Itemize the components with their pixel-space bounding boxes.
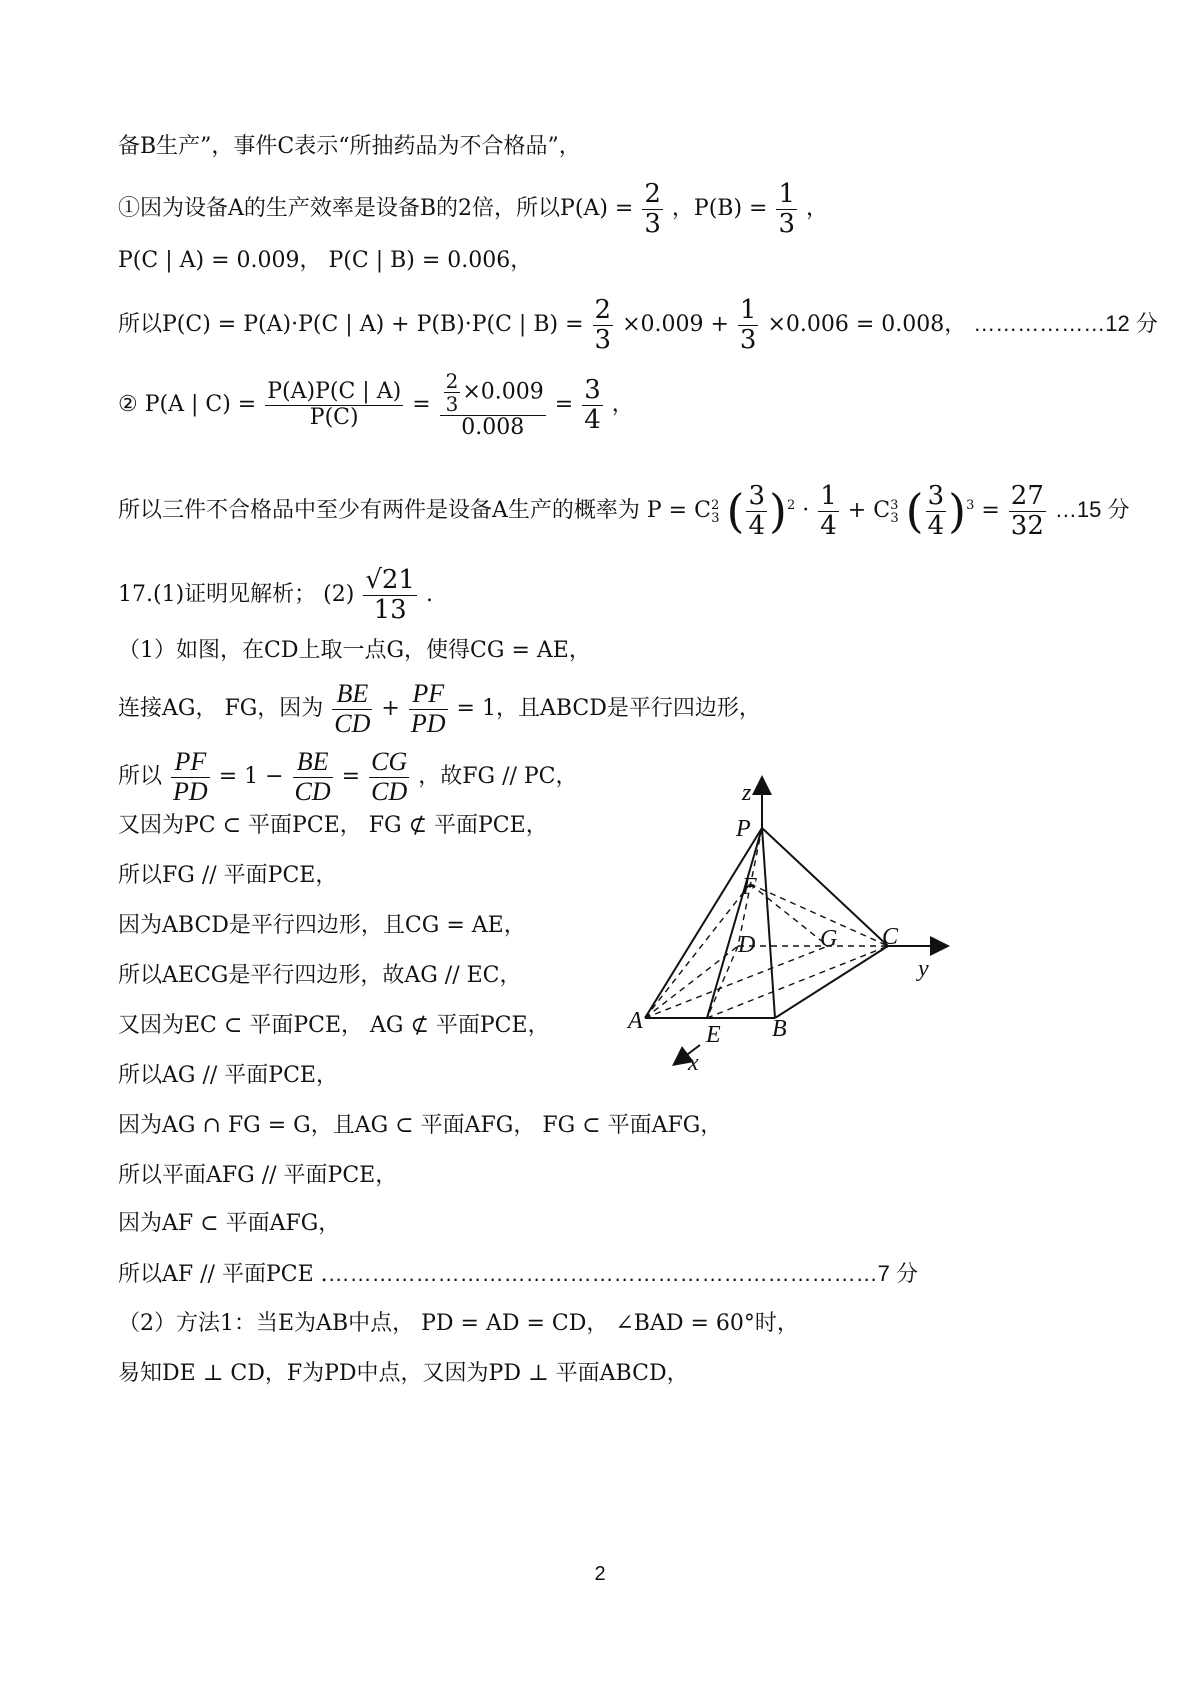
line-20: 所以AF // 平面PCE .…………………………………………………………………7 分 — [118, 1261, 919, 1287]
line-9: 连接AG， FG，因为 $\frac{BE}{CD}$ + $\frac{PF}{PD}$ = 1，且ABCD是平行四边形， — [118, 679, 761, 738]
line-18: 所以平面AFG // 平面PCE， — [118, 1163, 398, 1188]
label-P: P — [736, 816, 751, 842]
line-2: ①因为设备A的生产效率是设备B的2倍，所以P(A) = $\frac{2}{3}$ ，P(B) = $\frac{1}{3}$ ， — [118, 179, 829, 239]
label-A: A — [628, 1008, 643, 1034]
line-16: 所以AG // 平面PCE， — [118, 1063, 338, 1088]
line-15: 又因为EC ⊂ 平面PCE， AG ⊄ 平面PCE， — [118, 1013, 550, 1038]
line-17: 因为AG ∩ FG = G，且AG ⊂ 平面AFG， FG ⊂ 平面AFG， — [118, 1113, 723, 1138]
line-19: 因为AF ⊂ 平面AFG， — [118, 1211, 341, 1236]
fraction-2-3: $\frac{2}{3}$ — [644, 179, 661, 239]
line-12: 所以FG // 平面PCE， — [118, 863, 338, 888]
label-F: F — [742, 874, 757, 900]
label-G: G — [820, 926, 838, 952]
fraction-1-3-b: $\frac{1}{3}$ — [739, 295, 757, 355]
line-8: （1）如图，在CD上取一点G，使得CG = AE， — [118, 638, 591, 663]
fraction-sqrt21-13: $\frac{√21}{13}$ — [365, 565, 415, 625]
label-y: y — [918, 956, 929, 982]
pyramid-figure — [628, 780, 990, 1080]
line-5: ② P(A | C) = $\frac{P(A)P(C | A)}{P(C)}$ = $\frac{2}{3}$ ×0.009 0.008 = $\frac{3}{4}$ ， — [118, 369, 634, 440]
line-21: （2）方法1：当E为AB中点， PD = AD = CD， ∠BAD = 60°时， — [118, 1311, 799, 1336]
line-10: 所以 $\frac{PF}{PD}$ = 1 − $\frac{BE}{CD}$ = $\frac{CG}{CD}$ ，故FG // PC， — [118, 747, 578, 806]
label-C: C — [882, 924, 899, 950]
line-13: 因为ABCD是平行四边形，且CG = AE， — [118, 913, 526, 938]
fraction-1-3: $\frac{1}{3}$ — [778, 179, 796, 239]
line-14: 所以AECG是平行四边形，故AG // EC， — [118, 963, 522, 988]
line-1: 备B生产”，事件C表示“所抽药品为不合格品”， — [118, 134, 581, 159]
line-11: 又因为PC ⊂ 平面PCE， FG ⊄ 平面PCE， — [118, 813, 548, 838]
line-6: 所以三件不合格品中至少有两件是设备A生产的概率为 $P = C^2_3$ ( $\frac{3}{4}$ )$^2$ · $\frac{1}{4}$ + $C^3_3$ ( $\frac{3}{4}$ )$^3$ = $\frac{27}{32}$ …15 分 — [118, 481, 1130, 541]
fraction-bayes: $\frac{P(A)P(C | A)}{P(C)}$ — [267, 379, 402, 430]
fraction-2-3-b: $\frac{2}{3}$ — [594, 295, 612, 355]
line-3: P(C | A) = 0.009， P(C | B) = 0.006， — [118, 248, 533, 273]
label-z: z — [742, 780, 752, 806]
label-x: x — [688, 1050, 699, 1076]
page-number: 2 — [594, 1563, 606, 1585]
line-22: 易知DE ⊥ CD，F为PD中点，又因为PD ⊥ 平面ABCD， — [118, 1361, 689, 1386]
label-E: E — [706, 1022, 721, 1048]
score-12: ………………12 分 — [973, 311, 1158, 337]
label-B: B — [772, 1016, 787, 1042]
fraction-compound: $\frac{2}{3}$ ×0.009 0.008 — [440, 370, 546, 440]
line-7: 17.(1)证明见解析； (2) $\frac{√21}{13}$ . — [118, 565, 433, 625]
score-15: …15 分 — [1054, 497, 1130, 523]
fraction-3-4: $\frac{3}{4}$ — [584, 375, 601, 435]
label-D: D — [738, 932, 756, 958]
score-7: …………………………………………………………………7 分 — [327, 1261, 919, 1286]
line-4: 所以P(C) = P(A)·P(C | A) + P(B)·P(C | B) = $\frac{2}{3}$ ×0.009 + $\frac{1}{3}$ ×0.006 = 0.008， ………………12 分 — [118, 295, 1158, 355]
